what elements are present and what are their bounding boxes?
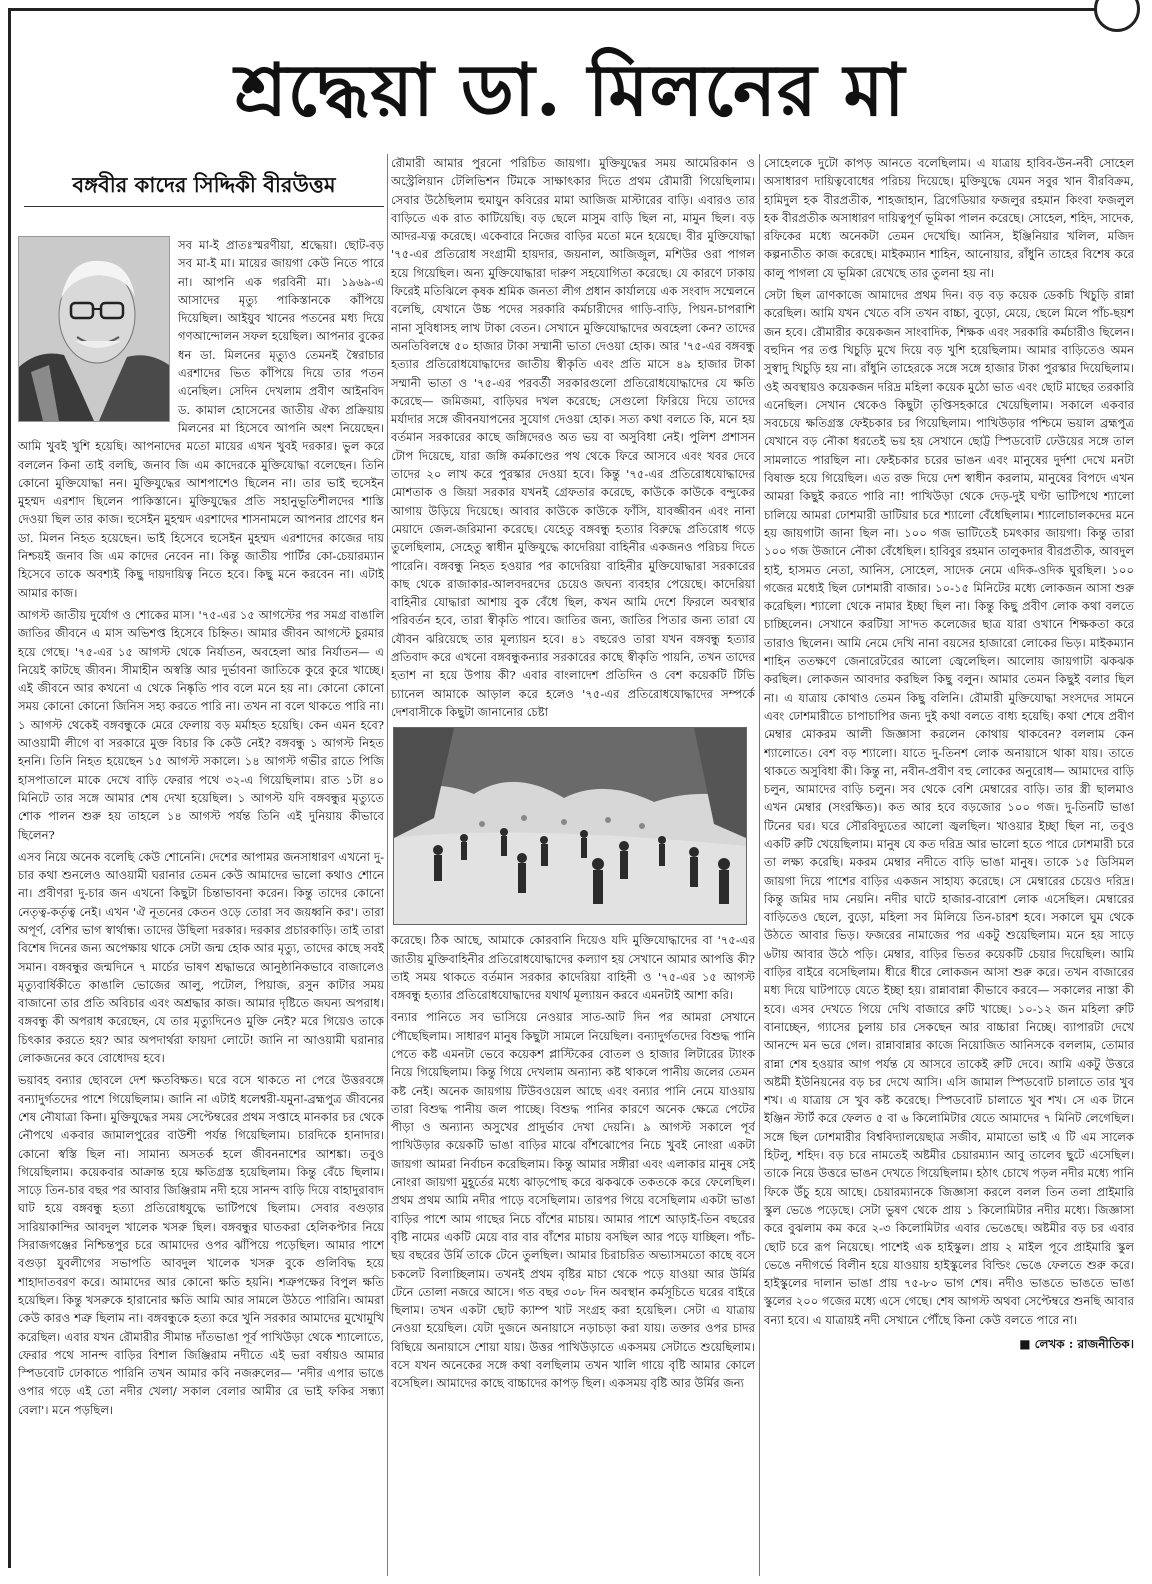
paragraph: করেছে। ঠিক আছে, আমাকে কোরবানি দিয়েও যদি মুক্তিযোদ্ধাদের বা '৭৫-এর জাতীয় মুক্তিবাহিনীর প্রতিরোধযোদ্ধাদের কল্যাণ হয় সেখানে আমার আপত্তি কী? তাই সময় থাকতে বর্তমান সরকার কাদেরিয়া বাহিনী ও '৭৫-এর ১৫ আগস্ট বঙ্গবন্ধু হত্যার প্রতিরোধযোদ্ধাদের যথার্থ মূল্যায়ন করবে এমনটাই আশা করি। bbox=[391, 933, 755, 1003]
square-bullet-icon: ■ bbox=[1019, 1337, 1031, 1351]
byline: বঙ্গবীর কাদের সিদ্দিকী বীরউত্তম bbox=[72, 172, 336, 197]
page-curl-decoration bbox=[1094, 0, 1140, 32]
article-column-3 bbox=[764, 154, 1134, 1576]
headline: শ্রদ্ধেয়া ডা. মিলনের মা bbox=[234, 47, 906, 132]
page-frame-top bbox=[8, 8, 1104, 11]
paragraph: এসব নিয়ে অনেক বলেছি কেউ শোনেনি। দেশের আপামর জনসাধারণ এখনো দু-চার কথা শুনলেও আওয়ামী ঘরানার তেমন কেউ আমাদের ভালো কথাও শোনে না। প্রবীণরা দু-চার জন এখনো কিছুটা চিন্তাভাবনা করেন। কিন্তু তাদের কোনো নেতৃত্ব-কর্তৃত্ব নেই। এখন 'ঐ নূতনের কেতন ওড়ে তোরা সব জয়ধ্বনি কর'। তারা অপূর্ণ, বেশির ভাগ স্বার্থান্ধ। তাদের উছিলা দরকার। দরকার প্রচারকাড়ি। তাই তারা বিশেষ দিনের জন্য অপেক্ষায় থাকে সেটা জন্ম হোক আর মৃত্যু, তাদের কাছে সবই সমান। বঙ্গবন্ধুর জন্মদিনে ৭ মার্চের ভাষণ শ্রদ্ধাভরে আনুষ্ঠানিকভাবে বাজালেও মৃত্যুবার্ষিকীতে কাঙালি ভোজের আলু, পটোল, পিয়াজ, রসুন কাটার সময় বাজানো তার প্রতি অবিচার এবং অশ্রদ্ধার কাজ। আমার দৃষ্টিতে জঘন্য অপরাধ। বঙ্গবন্ধু কী অপরাধ করেছেন, যে তার মৃত্যুদিনেও মুক্তি নেই? মরে গিয়েও তাকে চিৎকার করতে হয়? আর অপদার্থরা ফায়দা লোটে! জানি না আওয়ামী ঘরানার লোকজনের কবে বোধোদয় হবে। bbox=[18, 849, 384, 1066]
flood-relief-photo bbox=[393, 727, 747, 925]
column-divider-2 bbox=[759, 154, 760, 1576]
article-column-1 bbox=[18, 236, 384, 1576]
paragraph: আগস্ট জাতীয় দুর্যোগ ও শোকের মাস। '৭৫-এর ১৫ আগস্টের পর সমগ্র বাঙালি জাতির জীবনে এ মাস অভিশপ্ত হিসেবে চিহ্নিত। আমার জীবন আগস্টে চুরমার হয়ে গেছে। '৭৫-এর ১৫ আগস্ট থেকে নির্যাতন, অবহেলা আর নির্যাতন— এ নিয়েই কাটছে জীবন। সীমাহীন অস্বস্তি আর দুর্ভাবনা জাতিকে কুরে কুরে খাচ্ছে। এই জীবনে আর কখনো এ থেকে নিষ্কৃতি পাব বলে মনে হয় না। কোনো কোনো সময় কোনো কোনো জিনিস সহ্য করতে পারি না। তখন না বলে থাকতে পারি না। ১ আগস্ট থেকেই বঙ্গবন্ধুকে মেরে ফেলায় বড় মর্মাহত হয়েছি। কেন এমন হবে? আওয়ামী লীগে বা সরকারে মুক্ত বিচার কি কেউ নেই? বঙ্গবন্ধু ১ আগস্ট নিহত হননি। তিনি নিহত হয়েছেন ১৫ আগস্ট সকালে। ১৪ আগস্ট গভীর রাতে পিজি হাসপাতালে মাকে দেখে বাড়ি ফেরার পথে ৩২-এ গিয়েছিলাম। রাত ১টা ৪০ মিনিটে তার সঙ্গে আমার শেষ দেখা হয়েছিল। ১ আগস্ট যদি বঙ্গবন্ধুর মৃত্যুতে শোক পালন শুরু হয় তাহলে ১৪ আগস্ট পর্যন্ত তিনি এই দুনিয়ায় কীভাবে ছিলেন? bbox=[18, 607, 384, 842]
page-frame-left bbox=[8, 8, 11, 1568]
paragraph: রৌমারী আমার পুরনো পরিচিত জায়গা। মুক্তিযুদ্ধের সময় আমেরিকান ও অস্ট্রেলিয়ান টেলিভিশন টিমকে সাক্ষাৎকার দিতে প্রথম রৌমারী গিয়েছিলাম। সেবার উঠেছিলাম হুমায়ুন কবিরের মামা আজিজ মাস্টারের বাড়ি। এবারও তার বাড়িতে এক রাত কাটিয়েছি। বড় ছেলে মাসুম বাড়ি ছিল না, মামুন ছিল। বড় আদর-যত্ন করেছে। একেবারে নিজের বাড়ির মতো মনে হয়েছে। বীর মুক্তিযোদ্ধা '৭৫-এর প্রতিরোধ সংগ্রামী হায়দার, জয়নাল, আজিজুল, মশিউর ওরা পাগল হয়ে গিয়েছিল। অন্য মুক্তিযোদ্ধারা দারুণ সহযোগিতা করেছে। যে কারণে ঢাকায় ফিরেই মতিঝিলে কৃষক শ্রমিক জনতা লীগ প্রধান কার্যালয়ে এক সংবাদ সম্মেলনে বলেছি, যেখানে উচ্চ পদের সরকারি কর্মচারীদের গাড়ি-বাড়ি, পিয়ন-চাপরাশি নানা সুবিধাসহ লাখ টাকা বেতন। সেখানে মুক্তিযোদ্ধাদের অবহেলা কেন? তাদের অনতিবিলম্বে ৫০ হাজার টাকা সম্মানী ভাতা দেওয়া হোক। আর '৭৫-এর বঙ্গবন্ধু হত্যার প্রতিরোধযোদ্ধাদের জাতীয় স্বীকৃতি এবং প্রতি মাসে ৪৯ হাজার টাকা সম্মানী ভাতা ও '৭৫-এর পরবর্তী সরকারগুলো প্রতিরোধযোদ্ধাদের যে ক্ষতি করেছে— জমিজমা, বাড়িঘর দখল করেছে; সেগুলো ফিরিয়ে দিয়ে তাদের মর্যাদার সঙ্গে জীবনযাপনের সুযোগ দেওয়া হোক। সত্য কথা বলতে কি, মনে হয় বর্তমান সরকারের কাছে জঙ্গিদেরও অত ভয় বা অসুবিধা নেই। পুলিশ প্রশাসন টোপ দিয়েছে, যারা জঙ্গি কর্মকাণ্ডের পথ থেকে ফিরে আসবে এবং খবর দেবে তাদের ২০ লাখ করে পুরস্কার দেওয়া হবে। কিন্তু '৭৫-এর প্রতিরোধযোদ্ধাদের মোশতাক ও জিয়া সরকার যখনই গ্রেফতার করেছে, কাউকে কাউকে বন্দুকের আগায় উড়িয়ে দিয়েছে। আবার কাউকে কাউকে ফাঁসি, যাবজ্জীবন এবং নানা মেয়াদে জেল-জরিমানা করেছে। যেহেতু বঙ্গবন্ধু হত্যার বিরুদ্ধে প্রতিরোধ গড়ে তুলেছিলাম, সেহেতু স্বাধীন মুক্তিযুদ্ধে কাদেরিয়া বাহিনীর একজনও পরিচয় দিতে পারেনি। বঙ্গবন্ধু নিহত হওয়ার পর কাদেরিয়া বাহিনীর মুক্তিযোদ্ধারা সরকারের কাছ থেকে রাজাকার-আলবদরদের চেয়েও জঘন্য ব্যবহার পেয়েছে। কাদেরিয়া বাহিনীর যোদ্ধারা আশায় বুক বেঁধে ছিল, কখন আমি দেশে ফিরলে অবস্থার পরিবর্তন হবে, তারা স্বীকৃতি পাবে। জাতির জন্য, জাতির পিতার জন্য তারা যে যৌবন ঝরিয়েছে তার মূল্যায়ন হবে। ৪১ বছরেও তারা যখন বঙ্গবন্ধু হত্যার প্রতিবাদ করে এখনো বঙ্গবন্ধুকন্যার সরকারের কাছে স্বীকৃতি পায়নি, তখন তাদের হতাশ না হয়ে উপায় কী? এবার বাংলাদেশ প্রতিদিন ও বেশ কয়েকটি টিভি চ্যানেল আমাকে আড়াল করে হলেও '৭৫-এর প্রতিরোধযোদ্ধাদের সম্পর্কে দেশবাসীকে কিছুটা জানানোর চেষ্টা bbox=[391, 156, 755, 719]
portrait-photo bbox=[18, 236, 170, 422]
article-column-2 bbox=[391, 154, 755, 1576]
paragraph: সব মা-ই প্রাতঃস্মরণীয়া, শ্রদ্ধেয়া। ছোট-বড় সব মা-ই মা। মায়ের জায়গা কেউ নিতে পারে না। আপনি এক গরবিনী মা। ১৯৬৯-এ আসাদের মৃত্যু পাকিস্তানকে কাঁপিয়ে দিয়েছিল। আইয়ুব খানের পতনের মধ্য দিয়ে গণআন্দোলন সফল হয়েছিল। আপনার বুকের ধন ডা. মিলনের মৃত্যুও তেমনই স্বৈরাচার এরশাদের ভিত কাঁপিয়ে দিয়ে তার পতন এনেছিল। সেদিন দেখলাম প্রবীণ আইনবিদ ড. কামাল হোসেনের জাতীয় ঐক্য প্রক্রিয়ায় মিলনের মা হিসেবে আপনি অংশ নিয়েছেন। আমি খুবই খুশি হয়েছি। আপনাদের মতো মায়ের এখন খুবই দরকার। ভুল করে বললেন কিনা তাই বলছি, জনাব জি এম কাদেরকে মুক্তিযোদ্ধা বলেছেন। তিনি কোনো মুক্তিযোদ্ধা নন। মুক্তিযুদ্ধের আশপাশেও ছিলেন না। তার ভাই হুসেইন মুহম্মদ এরশাদ ছিলেন পাকিস্তানে। মুক্তিযুদ্ধের প্রতি সহানুভূতিশীলদের শাস্তি দেওয়া ছিল তার কাজ। হুসেইন মুহম্মদ এরশাদের শাসনামলে আপনার প্রাণের ধন ডা. মিলন নিহত হয়েছেন। ভাই হিসেবে হুসেইন মুহম্মদ এরশাদের কাজের দায় নিশ্চয়ই জনাব জি এম কাদের নেবেন না। কিন্তু জাতীয় পার্টির কো-চেয়ারম্যান হিসেবে তাকে অবশ্যই কিছু দায়দায়িত্ব নিতে হবে। কিছু মনে করবেন না। এটাই আমার কাজ। bbox=[18, 238, 384, 600]
paragraph: সোহেলকে দুটো কাপড় আনতে বলেছিলাম। এ যাত্রায় হাবিব-উন-নবী সোহেল অসাধারণ দায়িত্ববোধের পরিচয় দিয়েছে। মুক্তিযুদ্ধে যেমন সবুর খান বীরবিক্রম, হামিদুল হক বীরপ্রতীক, শাহজাহান, ব্রিগেডিয়ার ফজলুর রহমান কিংবা ফজলুল হক বীরপ্রতীক অসাধারণ দায়িত্বপূর্ণ ভূমিকা পালন করেছে। সোহেল, শহিদ, সাদেক, রফিকের মধ্যে অনেকটা তেমন দেখেছি। আনিস, ইঞ্জিনিয়ার খলিল, মজিদ কল্পনাতীত কাজ করেছে। মাইকম্যান শাহিন, আনোয়ার, রাঁধুনি তাহের বিশেষ করে কালু পাগলা যে ভূমিকা রেখেছে তার তুলনা হয় না। bbox=[764, 156, 1134, 280]
column-divider-1 bbox=[387, 154, 388, 1576]
paragraph: সেটা ছিল ত্রাণকাজে আমাদের প্রথম দিন। বড় বড় কয়েক ডেকচি খিচুড়ি রান্না করেছিল। আমি যখন খেতে বসি তখন বাচ্চা, বুড়ো, মেয়ে, ছেলে মিলে পাঁচ-ছয়শ জন হবে। রৌমারীর কয়েকজন সাংবাদিক, শিক্ষক এবং সরকারি কর্মচারীও ছিলেন। বহুদিন পর তপ্ত খিচুড়ি মুখে দিয়ে বড় খুশি হয়েছিলাম। আমার বাড়িতেও অমন সুস্বাদু খিচুড়ি হয় না। রাঁধুনি তাহেরকে সঙ্গে সঙ্গে হাজার টাকা পুরস্কার দিয়েছিলাম। ওই অবস্থায়ও কয়েকজন দরিদ্র মহিলা কয়েক মুঠো ভাত এবং ছোট মাছের তরকারি এনেছিল। সেখান থেকেও কিছুটা তৃপ্তিসহকারে খেয়েছিলাম। সকালে একবার সবচেয়ে ক্ষতিগ্রস্ত ফেইচকার চর গিয়েছিলাম। পাখিউড়ার পশ্চিমে ভয়াল ব্রহ্মপুত্র যেখানে বড় নৌকা ধরতেই ভয় হয় সেখানে ছোট্ট স্পিডবোট ঢেউয়ের সঙ্গে তাল সামলাতে পারছিল না। ফেইচকার চরের ভাঙন এবং মানুষের দুর্দশা দেখে মনটা বিষাক্ত হয়ে গিয়েছিল। এত রক্ত দিয়ে দেশ স্বাধীন করলাম, মানুষের বিপদে এখন আমরা কিছুই করতে পারি না! পাখিউড়া থেকে দেড়-দুই ঘণ্টা ভাটিপথে শ্যালো চালিয়ে আমরা ঢোশমারী ডাটিয়ার চরে শ্যালো বেঁধেছিলাম। শ্যালোচালকদের মনে হয় জায়গাটা জানা ছিল না। ১০০ গজ ভাটিতেই চমৎকার জায়গা। কিন্তু তারা ১০০ গজ উজানে নৌকা বেঁধেছিল। হাবিবুর রহমান তালুকদার বীরপ্রতীক, আবদুল হাই, হাসমত নেতা, আনিস, সোহেল, সাদেক নেমে এদিক-ওদিক ঘুরছিল। ১০০ গজের মধ্যেই ছিল ঢোশমারী বাজার। ১০-১৫ মিনিটের মধ্যে লোকজন আসা শুরু করেছিল। শ্যালো থেকে নামার ইচ্ছা ছিল না। কিন্তু কিছু প্রবীণ লোক কথা বলতে চাচ্ছিলেন। সেখানে করটিয়া সা'দত কলেজের ছাত্র যারা ওখানে শিক্ষকতা করে তারাও ছিলেন। আমি নেমে দেখি নানা বয়সের হাজারো লোকের ভিড়। মাইকম্যান শাহিন ততক্ষণে জেনারেটরের আলো জ্বেলেছিল। আলোয় জায়গাটা ঝকঝক করছিল। লোকজন আবদার করছিল কিছু বলুন। আমার তেমন কিছুই বলার ছিল না। এ যাত্রায় কোথাও তেমন কিছু বলিনি। রৌমারী মুক্তিযোদ্ধা সংসদের সামনে এবং ঢোশমারীতে চাপাচাপির জন্য দুই কথা বলতে বাধ্য হয়েছি। কথা শেষে প্রবীণ মেম্বার মোকরম আলী জিজ্ঞাসা করলেন কোথায় থাকবেন? বললাম কেন শ্যালোতে। বেশ বড় শ্যালো। যাতে দু-তিনশ লোক অনায়াসে থাকা যায়। তাতে থাকতে অসুবিধা কী। কিন্তু না, নবীন-প্রবীণ বহু লোকের অনুরোধ— আমাদের বাড়ি চলুন, আমাদের বাড়ি চলুন। সব থেকে বেশি মেম্বারের বাড়ি। তার স্ত্রী ছালমাও এখন মেম্বার (সংরক্ষিত)। কত আর হবে বড়জোর ১০০ গজ। দু-তিনটি ভাঙা টিনের ঘর। ঘরে সৌরবিদ্যুতের আলো জ্বলছিল। খাওয়ার ইচ্ছা ছিল না, তবুও একটি রুটি খেয়েছিলাম। মানুষ যে কত দরিদ্র আর ভালো হতে পারে ঢোশমারী চরে তা লক্ষ্য করেছি। মকরম মেম্বার নদীতে বাড়ি ভাঙা মানুষ। তাকে ১৫ ডিসিমল জায়গা দিয়ে পাশের বাড়ির একজন সাহায্য করেছে। সে মেম্বারের চেয়েও দরিদ্র। কিন্তু জমির দাম নেয়নি। নদীর ঘাটে হাজার-বারোশ লোক এসেছিল। মেম্বারের বাড়িতেও ছেলে, বুড়ো, মহিলা সব মিলিয়ে তিন-চারশ হবে। সকালে ঘুম থেকে উঠতে আবার ভিড়। ফজরের নামাজের পর একটু শুয়েছিলাম। মনে হয় সাড়ে ৬টায় আবার উঠে পড়ি। মেম্বার, বাড়ির ভিতর কয়েকটি চেয়ার দিয়েছিল। আমি বাড়ির বাইরে বসেছিলাম। ধীরে ধীরে লোকজন আসা শুরু করে। তখন বাজারের মধ্য দিয়ে ঘাটপাড়ে যেতে ইচ্ছা হয়। রান্নাবান্না কীভাবে করবে— সকালের নাস্তা কী হবে। এসব দেখতে গিয়ে দেখি বাজারে রুটি খাচ্ছে। ১০-১২ জন মহিলা রুটি বানাচ্ছেন, গ্যাসের চুলায় চার সেকছেন আর বাচ্চারা নিচ্ছে। ব্যাপারটা দেখে আনন্দে মন ভরে গেল। রান্নাবান্নার কাজে নিয়োজিত আনিসকে বললাম, তোমার রান্না শেষ হওয়ার আগ পর্যন্ত যে আসবে তাকেই রুটি দেবে। আমি একটু উত্তরে অষ্টমী ইউনিয়নের বড় চর দেখে আসি। এসি জামাল স্পিডবোট চালাতে তার খুব শখ। এ যাত্রায় সে খুব কষ্ট করেছে। স্পিডবোট চালাতে খুব শখ। সে এক টানে ইঞ্জিন স্টার্ট করে ফেলত ৫ বা ৬ কিলোমিটার যেতে আমাদের ৭ মিনিট লেগেছিল। সঙ্গে ছিল ঢোশমারীর বিশ্ববিদ্যালয়েছাত্র সজীব, মামাতো ভাই এ টি এম সালেক হিটলু, শহিদ। বড় চরে নামতেই অষ্টমীর চেয়ারম্যান আবু তালেব ছুটে এসেছিল। তাকে নিয়ে উত্তরে ভাঙন দেখতে গিয়েছিলাম। হঠাৎ চোখে পড়ল নদীর মধ্যে পানি ফিকে উঁচু হয়ে আছে। চেয়ারম্যানকে জিজ্ঞাসা করলে বলল তিন তলা প্রাইমারি স্কুল ভেঙে পড়েছে। সেটা ভুষণ থেকে প্রায় ১ কিলোমিটার নদীর মধ্যে। জিজ্ঞাসা করে বুঝলাম কম করে ২-৩ কিলোমিটার এবার ভেঙেছে। অষ্টমীর বড় চর এবার ছোট চরে রূপ নিয়েছে। পাশেই এক হাইস্কুল। প্রায় ২ মাইল পূবে প্রাইমারি স্কুল ভেঙে নদীগর্ভে বিলীন হয়ে যাওয়ায় হাইস্কুলের বিল্ডিং ভেঙে ফেলতে শুরু করে। হাইস্কুলের দালান ভাঙা প্রায় ৭৫-৮০ ভাগ শেষ। নদীও ভাঙতে ভাঙতে ভাঙা স্কুলের ২০০ গজের মধ্যে এসে গেছে। শেষ আগস্ট অথবা সেপ্টেম্বরে শুনছি আবার বন্যা হবে। এ যাত্রায়ই নদী সেখানে পৌঁছে কিনা কেউ বলতে পারে না। bbox=[764, 288, 1134, 1327]
writer-note-text: লেখক : রাজনীতিক। bbox=[1034, 1337, 1134, 1351]
writer-note bbox=[764, 1335, 1134, 1353]
paragraph: বন্যার পানিতে সব ভাসিয়ে নেওয়ার সাত-আট দিন পর আমরা সেখানে পৌছেছিলাম। সাধারণ মানুষ কিছুটা সামলে নিয়েছিল। বন্যাদুর্গতদের বিশুদ্ধ পানি পেতে কষ্ট এমনটা ভেবে কয়েকশ প্লাস্টিকের বোতল ও হাজার লিটারের ট্যাংক নিয়ে গিয়েছিলাম। কিন্তু গিয়ে দেখলাম অন্যান্য কষ্ট থাকলে পানীয় জলের তেমন কষ্ট নেই। অনেক জায়গায় টিউবওয়েল আছে এবং বন্যার পানি নেমে যাওয়ায় তারা বিশুদ্ধ পানীয় জল পাচ্ছে। বিশুদ্ধ পানির কারণে অনেক ক্ষেত্রে পেটের পীড়া ও অন্যান্য অসুখের প্রাদুর্ভাব দেখা দেয়নি। ৯ আগস্ট সকালে পূর্ব পাখিউড়ার কয়েকটি ভাঙা বাড়ির মাঝে বাঁশঝোপের নিচে খুবই নোংরা একটা জায়গা আমরা নির্বাচন করেছিলাম। কিন্তু আমার সঙ্গীরা এবং এলাকার মানুষ সেই নোংরা জায়গা মুহূর্তের মধ্যে ঝাড়পোছ করে ঝকঝকে তকতকে করে ফেলেছিল। প্রথম প্রথম আমি নদীর পাড়ে বসেছিলাম। তারপর গিয়ে বসেছিলাম একটা ভাঙা বাড়ির পাশে আম গাছের নিচে বাঁশের মাচায়। আমার পাশে আড়াই-তিন বছরের বৃষ্টি নামের একটি মেয়ে বার বার বাঁশের মাচায় বসছিল আর পড়ে যাচ্ছিল। পাঁচ-ছয় বছরের উর্মি তাকে টেনে তুলছিল। আমার চিরাচরিত অভ্যাসমতো কাছে বসে চকলেট বিলাচ্ছিলাম। তখনই প্রথম বৃষ্টির মাচা থেকে পড়ে যাওয়া আর উর্মির টেনে তোলা নজরে আসে। গত বছর ৩০৮ দিন অবস্থান কর্মসূচিতে ঘরের বাইরে ছিলাম। তখন একটা ছোট ক্যাম্প খাট সংগ্রহ করা হয়েছিল। সেটা এ যাত্রায় নেওয়া হয়েছিল। যেটা দুজনে অনায়াসে নড়াচড়া করা যায়। তক্তার ওপর চাদর বিছিয়ে অনায়াসে শোয়া যায়। উত্তর পাখিউড়াতে একসময় সেটাতে শুয়েছিলাম। বসে যখন অনেকের সঙ্গে কথা বলছিলাম তখন খালি গায়ে বৃষ্টি আমার কোলে বসেছিল। আমাদের কাছে বাচ্চাদের কাপড় ছিল। একসময় বৃষ্টি আর উর্মির জন্য bbox=[391, 1010, 755, 1391]
byline-rule bbox=[24, 206, 384, 207]
paragraph: ভয়াবহ বন্যার ছোবলে দেশ ক্ষতবিক্ষত। ঘরে বসে থাকতে না পেরে উত্তরবঙ্গে বন্যাদুর্গতদের পাশে গিয়েছিলাম। জানি না এটাই ধলেশ্বরী-যমুনা-ব্রহ্মপুত্র জীবনের শেষ নৌযাত্রা কিনা। মুক্তিযুদ্ধের সময় সেপ্টেম্বরের প্রথম সপ্তাহে মানকার চর থেকে নৌপথে একবার জামালপুরের বাউশী পর্যন্ত গিয়েছিলাম। চারদিকে হানাদার। কোনো স্বস্তি ছিল না। সামান্য অসতর্ক হলে জীবননাশের আশঙ্কা। তবুও গিয়েছিলাম। কয়েকবার আক্রান্ত হয়ে ক্ষতিগ্রস্ত হয়েছিলাম। কিন্তু বেঁচে ছিলাম। সাড়ে তিন-চার বছর পর আবার জিঞ্জিরাম নদী হয়ে সানন্দ বাড়ি দিয়ে বাহাদুরাবাদ ঘাট হয়ে বঙ্গবন্ধু হত্যা প্রতিরোধযুদ্ধে ভাটিপথে ছিলাম। সেবার বগুড়ার সারিয়াকান্দির আবদুল খালেক খসরু ছিল। বঙ্গবন্ধুর ঘাতকরা হেলিকপ্টার নিয়ে সিরাজগঞ্জের নিশ্চিন্তপুর চরে আমাদের ওপর ঝাঁপিয়ে পড়েছিল। আমার পাশে বগুড়া যুবলীগের সভাপতি আবদুল খালেক খসরু বুকে গুলিবিদ্ধ হয়ে শাহাদাতবরণ করে। আমাদের আর কোনো ক্ষতি হয়নি। শত্রুপক্ষের বিপুল ক্ষতি হয়েছিল। কিন্তু খসরুকে হারানোর ক্ষতি আমি আর সামলে উঠতে পারিনি। আমরা কেউ কারও শত্রু ছিলাম না। বঙ্গবন্ধুকে হত্যা করে খুনি সরকার আমাদের মুখোমুখি করেছিল। এবার যখন রৌমারীর সীমান্ত দাঁতভাঙা পূর্ব পাখিউড়া থেকে শ্যালোতে, ফেরার পথে সানন্দ বাড়ির বিশাল জিঞ্জিরাম নদীতে এই ভরা বর্ষায়ও আমার স্পিডবোট ঢোকাতে পারিনি তখন আমার কবি নজরুলের— 'নদীর এপার ভাঙে ওপার গড়ে এই তো নদীর খেলা/ সকাল বেলার আমীর রে ভাই ফকির সন্ধ্যা বেলা'। মনে পড়ছিল। bbox=[18, 1073, 384, 1417]
